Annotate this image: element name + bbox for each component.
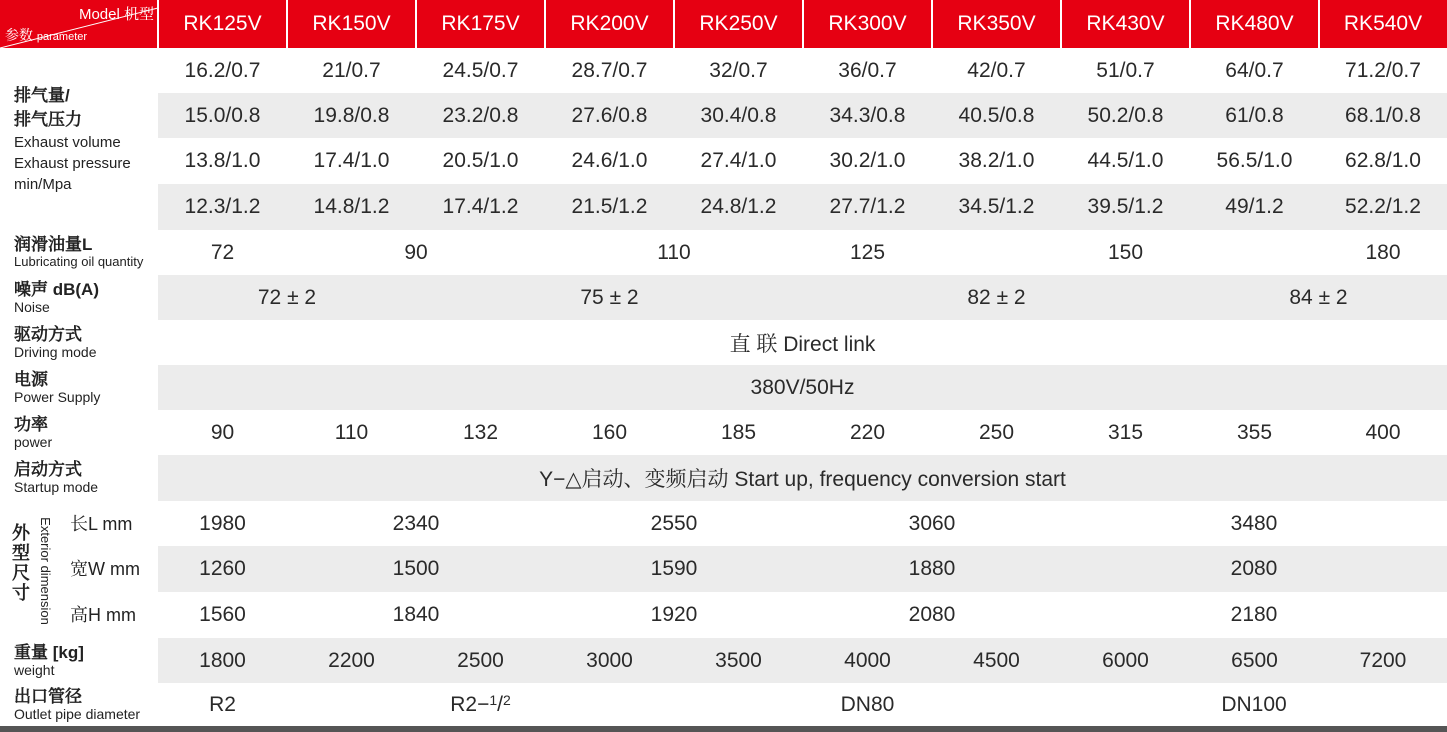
width-value-1: 1260 (158, 546, 287, 592)
oil-value-3: 110 (545, 230, 803, 275)
width-value-4: 1880 (803, 546, 1061, 592)
bottom-bar (0, 726, 1447, 732)
header-model-6: RK300V (803, 0, 932, 48)
weight-label-cn: 重量 [kg] (14, 642, 84, 662)
exhaust-cell: 23.2/0.8 (416, 93, 545, 138)
exhaust-cell: 15.0/0.8 (158, 93, 287, 138)
exhaust-label-cn-2: 排气压力 (14, 109, 82, 129)
driving-label-en: Driving mode (14, 343, 97, 360)
exhaust-cell: 13.8/1.0 (158, 138, 287, 184)
power-label-cn: 功率 (14, 414, 48, 434)
power-value: 315 (1061, 410, 1190, 455)
exhaust-cell: 71.2/0.7 (1319, 48, 1447, 93)
oil-label-cn: 润滑油量L (14, 234, 93, 254)
power-supply-value: 380V/50Hz (158, 365, 1447, 410)
oil-label (0, 230, 158, 275)
exhaust-cell: 44.5/1.0 (1061, 138, 1190, 184)
power-value: 90 (158, 410, 287, 455)
exhaust-cell: 30.4/0.8 (674, 93, 803, 138)
power-supply-label (0, 365, 158, 410)
power-value: 160 (545, 410, 674, 455)
startup-value: Y−△启动、变频启动 Start up, frequency conversion start (158, 455, 1447, 501)
dimension-group-label (0, 501, 64, 638)
corner-model-label: Model 机型 (78, 6, 154, 23)
exhaust-cell: 24.8/1.2 (674, 184, 803, 230)
oil-blank (932, 230, 1061, 275)
outlet-value-3: DN80 (674, 683, 1061, 726)
exhaust-cell: 36/0.7 (803, 48, 932, 93)
startup-label (0, 455, 158, 501)
exhaust-label-en-3: min/Mpa (14, 175, 72, 193)
width-value-2: 1500 (287, 546, 545, 592)
exhaust-cell: 21.5/1.2 (545, 184, 674, 230)
exhaust-cell: 20.5/1.0 (416, 138, 545, 184)
header-model-3: RK175V (416, 0, 545, 48)
exhaust-cell: 12.3/1.2 (158, 184, 287, 230)
header-model-2: RK150V (287, 0, 416, 48)
weight-value: 2500 (416, 638, 545, 683)
header-model-10: RK540V (1319, 0, 1447, 48)
oil-value-5: 150 (1061, 230, 1190, 275)
exhaust-cell: 40.5/0.8 (932, 93, 1061, 138)
exhaust-label (0, 48, 158, 230)
power-value: 132 (416, 410, 545, 455)
height-value-2: 1840 (287, 592, 545, 638)
width-label (64, 546, 158, 592)
noise-label-cn: 噪声 dB(A) (14, 279, 99, 299)
oil-value-6: 180 (1319, 230, 1447, 275)
exhaust-cell: 28.7/0.7 (545, 48, 674, 93)
exhaust-cell: 32/0.7 (674, 48, 803, 93)
width-label-text: 宽W mm (70, 559, 140, 579)
header-model-4: RK200V (545, 0, 674, 48)
driving-label (0, 320, 158, 365)
exhaust-cell: 17.4/1.2 (416, 184, 545, 230)
fraction-denominator: 2 (502, 691, 511, 708)
noise-label-en: Noise (14, 298, 50, 315)
width-value-3: 1590 (545, 546, 803, 592)
oil-value-4: 125 (803, 230, 932, 275)
exhaust-cell: 21/0.7 (287, 48, 416, 93)
exhaust-cell: 19.8/0.8 (287, 93, 416, 138)
exhaust-cell: 14.8/1.2 (287, 184, 416, 230)
height-value-3: 1920 (545, 592, 803, 638)
header-model-8: RK430V (1061, 0, 1190, 48)
exhaust-label-en-1: Exhaust volume (14, 133, 121, 151)
outlet-value-4: DN100 (1061, 683, 1447, 726)
startup-label-cn: 启动方式 (14, 460, 82, 479)
height-label-text: 高H mm (70, 605, 136, 625)
weight-value: 6500 (1190, 638, 1319, 683)
exhaust-cell: 64/0.7 (1190, 48, 1319, 93)
driving-label-cn: 驱动方式 (14, 324, 82, 344)
power-value: 250 (932, 410, 1061, 455)
exhaust-cell: 27.4/1.0 (674, 138, 803, 184)
power-label (0, 410, 158, 455)
exhaust-cell: 50.2/0.8 (1061, 93, 1190, 138)
outlet-value-2-base: R2− (450, 692, 490, 716)
exhaust-cell: 34.3/0.8 (803, 93, 932, 138)
noise-label (0, 275, 158, 320)
length-value-1: 1980 (158, 501, 287, 546)
outlet-value-1: R2 (158, 683, 287, 726)
exhaust-cell: 39.5/1.2 (1061, 184, 1190, 230)
oil-value-2: 90 (287, 230, 545, 275)
driving-value: 直 联 Direct link (158, 320, 1447, 365)
length-value-4: 3060 (803, 501, 1061, 546)
exhaust-cell: 51/0.7 (1061, 48, 1190, 93)
height-value-1: 1560 (158, 592, 287, 638)
power-value: 400 (1319, 410, 1447, 455)
exhaust-cell: 30.2/1.0 (803, 138, 932, 184)
weight-value: 6000 (1061, 638, 1190, 683)
weight-value: 4500 (932, 638, 1061, 683)
exhaust-cell: 16.2/0.7 (158, 48, 287, 93)
length-label (64, 501, 158, 546)
header-model-9: RK480V (1190, 0, 1319, 48)
header-model-1: RK125V (158, 0, 287, 48)
outlet-fraction: 1 / 2 (489, 691, 511, 716)
exhaust-cell: 27.6/0.8 (545, 93, 674, 138)
oil-label-en: Lubricating oil quantity (14, 253, 144, 269)
exhaust-cell: 24.5/0.7 (416, 48, 545, 93)
power-value: 355 (1190, 410, 1319, 455)
width-value-5: 2080 (1061, 546, 1447, 592)
exhaust-label-en-2: Exhaust pressure (14, 154, 131, 172)
power-supply-label-en: Power Supply (14, 388, 101, 405)
power-value: 220 (803, 410, 932, 455)
length-label-text: 长L mm (70, 513, 133, 534)
noise-value-2: 75 ± 2 (416, 275, 803, 320)
power-supply-label-cn: 电源 (14, 369, 48, 389)
weight-label (0, 638, 158, 683)
exhaust-cell: 38.2/1.0 (932, 138, 1061, 184)
weight-value: 7200 (1319, 638, 1447, 683)
weight-value: 4000 (803, 638, 932, 683)
weight-value: 1800 (158, 638, 287, 683)
header-corner-cell (0, 0, 158, 48)
power-value: 185 (674, 410, 803, 455)
exhaust-cell: 24.6/1.0 (545, 138, 674, 184)
exhaust-cell: 34.5/1.2 (932, 184, 1061, 230)
outlet-value-2 (287, 683, 674, 726)
length-value-5: 3480 (1061, 501, 1447, 546)
exhaust-cell: 68.1/0.8 (1319, 93, 1447, 138)
length-value-2: 2340 (287, 501, 545, 546)
noise-value-4: 84 ± 2 (1190, 275, 1447, 320)
weight-label-en: weight (14, 661, 55, 678)
dimension-label-cn: 外型尺寸 (12, 523, 30, 603)
noise-value-1: 72 ± 2 (158, 275, 416, 320)
height-value-4: 2080 (803, 592, 1061, 638)
oil-value-1: 72 (158, 230, 287, 275)
height-label (64, 592, 158, 638)
corner-parameter-label: 参数 parameter (5, 27, 88, 43)
weight-value: 2200 (287, 638, 416, 683)
exhaust-cell: 17.4/1.0 (287, 138, 416, 184)
outlet-label-cn: 出口管径 (14, 686, 82, 706)
noise-value-3: 82 ± 2 (803, 275, 1190, 320)
outlet-label (0, 683, 158, 726)
dimension-label-en: Exterior dimension (38, 517, 53, 625)
exhaust-cell: 49/1.2 (1190, 184, 1319, 230)
oil-blank-2 (1190, 230, 1319, 275)
exhaust-label-cn-1: 排气量/ (14, 85, 70, 105)
length-value-3: 2550 (545, 501, 803, 546)
dimension-label-en-wrap (34, 511, 56, 631)
startup-label-en: Startup mode (14, 479, 99, 495)
outlet-label-en: Outlet pipe diameter (14, 705, 141, 722)
height-value-5: 2180 (1061, 592, 1447, 638)
exhaust-cell: 56.5/1.0 (1190, 138, 1319, 184)
header-model-5: RK250V (674, 0, 803, 48)
exhaust-cell: 61/0.8 (1190, 93, 1319, 138)
power-value: 110 (287, 410, 416, 455)
header-model-7: RK350V (932, 0, 1061, 48)
exhaust-cell: 42/0.7 (932, 48, 1061, 93)
weight-value: 3000 (545, 638, 674, 683)
exhaust-cell: 52.2/1.2 (1319, 184, 1447, 230)
fraction-numerator: 1 (489, 691, 498, 708)
exhaust-cell: 27.7/1.2 (803, 184, 932, 230)
weight-value: 3500 (674, 638, 803, 683)
exhaust-cell: 62.8/1.0 (1319, 138, 1447, 184)
power-label-en: power (14, 433, 53, 450)
